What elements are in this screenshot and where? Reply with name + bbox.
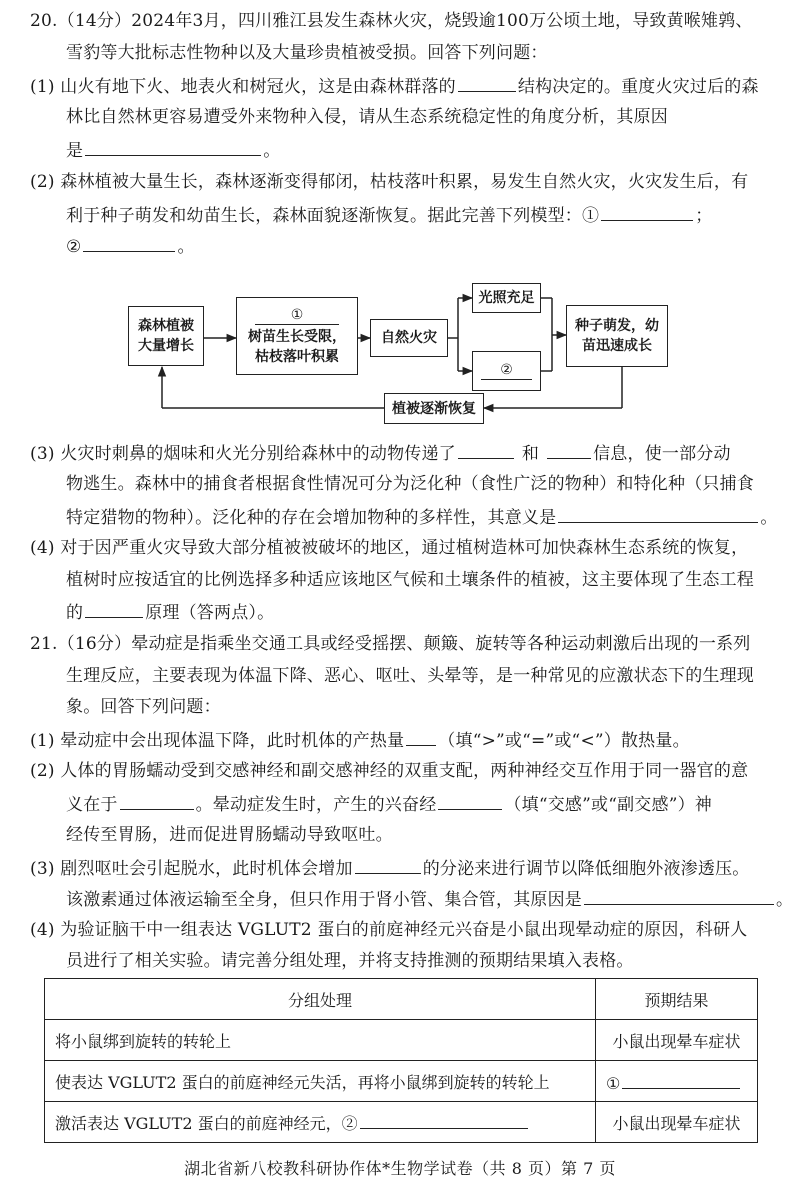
q20-stem-line1: 20.（14分）2024年3月，四川雅江县发生森林火灾，烧毁逾100万公顷土地，导致黄喉雉鹑、 bbox=[30, 11, 753, 31]
blank-marker-2: ② bbox=[481, 361, 531, 380]
q21-part2-line1: (2) 人体的胃肠蠕动受到交感神经和副交感神经的双重支配，两种神经交互作用于同一器官的意 bbox=[30, 761, 749, 781]
diagram-box-1 bbox=[236, 297, 358, 375]
text: (1) 山火有地下火、地表火和树冠火，这是由森林群落的 bbox=[30, 77, 456, 97]
text: 。 bbox=[263, 141, 281, 161]
q20-part1-line3 bbox=[66, 137, 280, 163]
box-text: 植被逐渐恢复 bbox=[392, 400, 476, 417]
answer-blank[interactable] bbox=[558, 504, 758, 523]
text: 的分泌来进行调节以降低细胞外液渗透压。 bbox=[422, 859, 750, 879]
text: 特定猎物的物种）。泛化种的存在会增加物种的多样性，其意义是 bbox=[66, 508, 557, 528]
blank-marker-1: ① bbox=[606, 1073, 621, 1093]
experiment-table bbox=[44, 978, 758, 1143]
q20-part4-line3 bbox=[66, 599, 274, 625]
diagram-box-2 bbox=[472, 351, 541, 391]
table-header-result: 预期结果 bbox=[596, 979, 758, 1020]
q20-part2-line3 bbox=[66, 233, 195, 259]
box-text: 种子萌发，幼 bbox=[575, 318, 659, 334]
text: （填“交感”或“副交感”）神 bbox=[504, 795, 712, 815]
table-cell-result bbox=[596, 1061, 758, 1102]
answer-blank[interactable] bbox=[622, 1070, 740, 1089]
table-row bbox=[45, 1061, 758, 1102]
text: ； bbox=[695, 206, 713, 226]
text: 义在于 bbox=[66, 795, 118, 815]
text: (1) 晕动症中会出现体温下降，此时机体的产热量 bbox=[30, 731, 405, 751]
q20-part3-line3 bbox=[66, 504, 778, 530]
text: 的 bbox=[66, 603, 84, 623]
q20-stem-line2: 雪豹等大批标志性物种以及大量珍贵植被受损。回答下列问题： bbox=[66, 43, 548, 63]
q21-part3-line1 bbox=[30, 855, 750, 881]
answer-blank[interactable] bbox=[601, 202, 693, 221]
table-cell-treatment: 使表达 VGLUT2 蛋白的前庭神经元失活，再将小鼠绑到旋转的转轮上 bbox=[45, 1061, 596, 1102]
box-text: 大量增长 bbox=[138, 338, 194, 354]
q20-part1-line1 bbox=[30, 73, 759, 99]
text: 信息，使一部分动 bbox=[593, 444, 731, 464]
text: 。 bbox=[776, 890, 794, 910]
table-cell-treatment bbox=[45, 1102, 596, 1143]
text: （填“>”或“=”或“<”）散热量。 bbox=[438, 731, 690, 751]
q21-part4-line2: 员进行了相关实验。请完善分组处理，并将支持推测的预期结果填入表格。 bbox=[66, 951, 634, 971]
diagram-box-natural-fire bbox=[370, 319, 448, 357]
table-row bbox=[45, 1102, 758, 1143]
table-row bbox=[45, 1020, 758, 1061]
text: (3) 火灾时刺鼻的烟味和火光分别给森林中的动物传递了 bbox=[30, 444, 456, 464]
text: (3) 剧烈呕吐会引起脱水，此时机体会增加 bbox=[30, 859, 353, 879]
q20-part2-line1: (2) 森林植被大量生长，森林逐渐变得郁闭，枯枝落叶积累，易发生自然火灾，火灾发生后，有 bbox=[30, 172, 749, 192]
blank-marker-1: ① bbox=[255, 306, 339, 325]
text: 和 bbox=[521, 444, 540, 464]
q20-part3-line1 bbox=[30, 440, 731, 466]
q21-part2-line2 bbox=[66, 791, 712, 817]
text: 激活表达 VGLUT2 蛋白的前庭神经元，② bbox=[55, 1114, 358, 1133]
answer-blank[interactable] bbox=[458, 440, 514, 459]
answer-blank[interactable] bbox=[83, 233, 175, 252]
diagram-box-vegetation-recovery bbox=[384, 393, 484, 424]
answer-blank[interactable] bbox=[438, 791, 502, 810]
q20-part4-line1: (4) 对于因严重火灾导致大部分植被被破坏的地区，通过植树造林可加快森林生态系统的恢复， bbox=[30, 538, 749, 558]
q20-part2-line2 bbox=[66, 202, 712, 228]
table-cell-treatment: 将小鼠绑到旋转的转轮上 bbox=[45, 1020, 596, 1061]
text: ② bbox=[66, 237, 82, 257]
q21-stem-line2: 生理反应，主要表现为体温下降、恶心、呕吐、头晕等，是一种常见的应激状态下的生理现 bbox=[66, 666, 754, 686]
q21-part3-line2 bbox=[66, 886, 793, 912]
answer-blank[interactable] bbox=[547, 440, 591, 459]
table-cell-result: 小鼠出现晕车症状 bbox=[596, 1020, 758, 1061]
q21-part4-line1: (4) 为验证脑干中一组表达 VGLUT2 蛋白的前庭神经元兴奋是小鼠出现晕动症的原因，科研人 bbox=[30, 920, 748, 940]
q21-part1-line1 bbox=[30, 727, 690, 753]
text: 原理（答两点）。 bbox=[145, 603, 275, 623]
q20-part3-line2: 物逃生。森林中的捕食者根据食性情况可分为泛化种（食性广泛的物种）和特化种（只捕食 bbox=[66, 474, 754, 494]
diagram-box-seed-germination bbox=[566, 305, 668, 367]
diagram-box-vegetation-growth bbox=[128, 306, 204, 366]
text: 利于种子萌发和幼苗生长，森林面貌逐渐恢复。据此完善下列模型：① bbox=[66, 206, 600, 226]
box-text: 苗迅速成长 bbox=[582, 338, 652, 354]
answer-blank[interactable] bbox=[584, 886, 774, 905]
text: 是 bbox=[66, 141, 84, 161]
text: 该激素通过体液运输至全身，但只作用于肾小管、集合管，其原因是 bbox=[66, 890, 582, 910]
text: 。晕动症发生时，产生的兴奋经 bbox=[195, 795, 437, 815]
box-text: 森林植被 bbox=[138, 318, 194, 334]
table-header-treatment: 分组处理 bbox=[45, 979, 596, 1020]
table-cell-result: 小鼠出现晕车症状 bbox=[596, 1102, 758, 1143]
q20-part1-line2: 林比自然林更容易遭受外来物种入侵，请从生态系统稳定性的角度分析，其原因 bbox=[66, 107, 668, 127]
answer-blank[interactable] bbox=[458, 73, 516, 92]
answer-blank[interactable] bbox=[85, 599, 143, 618]
text: 。 bbox=[760, 508, 778, 528]
page-footer: 湖北省新八校教科研协作体*生物学试卷（共 8 页）第 7 页 bbox=[184, 1159, 616, 1178]
q21-stem-line3: 象。回答下列问题： bbox=[66, 697, 221, 717]
box-text: 枯枝落叶积累 bbox=[255, 348, 339, 365]
box-text: 自然火灾 bbox=[381, 330, 437, 346]
q21-part2-line3: 经传至胃肠，进而促进胃肠蠕动导致呕吐。 bbox=[66, 825, 393, 845]
q21-stem-line1: 21.（16分）晕动症是指乘坐交通工具或经受摇摆、颠簸、旋转等各种运动刺激后出现的一系列 bbox=[30, 634, 751, 654]
diagram-box-sufficient-light bbox=[472, 283, 541, 313]
box-text: 树苗生长受限， bbox=[248, 328, 346, 345]
answer-blank[interactable] bbox=[360, 1110, 528, 1129]
answer-blank[interactable] bbox=[120, 791, 194, 810]
text: 结构决定的。重度火灾过后的森 bbox=[517, 77, 759, 97]
q20-part4-line2: 植树时应按适宜的比例选择多种适应该地区气候和土壤条件的植被，这主要体现了生态工程 bbox=[66, 570, 754, 590]
answer-blank[interactable] bbox=[85, 137, 261, 156]
text: 。 bbox=[177, 237, 195, 257]
answer-blank[interactable] bbox=[355, 855, 421, 874]
table-header-row bbox=[45, 979, 758, 1020]
answer-blank[interactable] bbox=[406, 727, 436, 746]
box-text: 光照充足 bbox=[478, 290, 535, 306]
